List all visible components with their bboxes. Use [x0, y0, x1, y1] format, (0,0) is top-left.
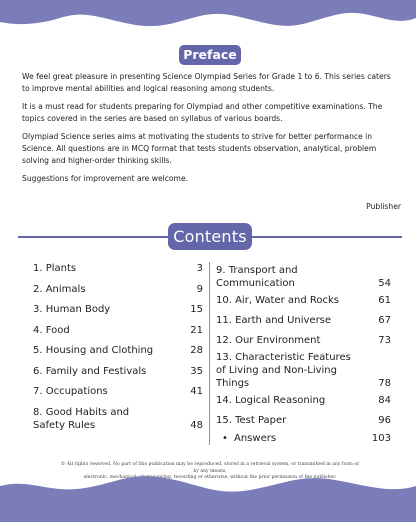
toc-entry-page: 9 [196, 283, 203, 295]
bottom-wave-decoration [0, 464, 416, 522]
toc-entry-page: 78 [378, 378, 391, 389]
toc-entry-title: 5. Housing and Clothing [33, 345, 154, 356]
preface-paragraph: Olympiad Science series aims at motivating the students to strive for better performance in Science. All questions are in MCQ format that tests students observation, analytical, problem solving and higher-order thinking skills. [22, 132, 377, 165]
preface-body [22, 71, 400, 191]
toc-entry-title: 7. Occupations [33, 386, 108, 397]
preface-paragraph: We feel great pleasure in presenting Science Olympiad Series for Grade 1 to 6. This series caters to improve mental abilities and logical reasoning among students. [22, 72, 391, 93]
toc-entry-page: 28 [190, 345, 203, 356]
toc-entry-page: 48 [190, 419, 203, 431]
toc-entry-title: 4. Food [33, 324, 70, 336]
contents-rule-right [252, 236, 402, 238]
toc-entry-title: 9. Transport and Communication [216, 265, 298, 289]
toc-entry-title: 6. Family and Festivals [33, 365, 147, 377]
toc-entry[interactable] [33, 406, 203, 432]
copyright-line: © All rights reserved. No part of this publication may be reproduced, stored in a retrieval system, or transmitted in any form or by any means, [60, 462, 360, 474]
top-wave-decoration [0, 0, 416, 40]
toc-entry-page: 67 [378, 315, 391, 326]
toc-entry[interactable] [216, 264, 391, 290]
toc-entry[interactable] [33, 324, 203, 337]
toc-entry-page: 73 [378, 335, 391, 346]
toc-entry[interactable] [33, 262, 203, 275]
publisher-signature: Publisher [366, 202, 401, 211]
toc-entry-page: 103 [371, 433, 391, 444]
toc-entry[interactable] [216, 351, 391, 390]
contents-heading: Contents [168, 223, 252, 250]
toc-entry[interactable] [216, 334, 391, 347]
toc-entry[interactable] [33, 283, 203, 296]
toc-entry-page: 96 [378, 415, 391, 426]
toc-entry-page: 41 [190, 386, 203, 397]
contents-rule-left [18, 236, 168, 238]
toc-entry-title: 1. Plants [33, 263, 77, 274]
toc-entry-title [216, 432, 276, 445]
bullet-icon: • [222, 433, 228, 444]
toc-entry-title: 10. Air, Water and Rocks [216, 295, 340, 306]
preface-paragraph: Suggestions for improvement are welcome. [22, 174, 189, 183]
copyright-line: electronic, mechanical, photocopying, recording or otherwise, without the prior permission of the publisher. [83, 475, 337, 480]
toc-entry[interactable] [216, 294, 391, 307]
toc-entry-page: 54 [378, 278, 391, 289]
toc-entry-title: 11. Earth and Universe [216, 315, 332, 326]
toc-entry-title: 12. Our Environment [216, 335, 321, 346]
toc-entry-title: 13. Characteristic Features of Living and Non-Living Things [216, 352, 351, 389]
toc-entry-page: 21 [190, 324, 203, 336]
preface-heading: Preface [179, 45, 241, 65]
toc-entry[interactable] [216, 394, 391, 407]
toc-entry[interactable] [33, 365, 203, 378]
toc-entry[interactable] [216, 432, 391, 445]
preface-paragraph: It is a must read for students preparing for Olympiad and other competitive examinations. The topics covered in the series are based on syllabus of various boards. [22, 102, 383, 123]
toc-entry[interactable] [33, 385, 203, 398]
toc-entry-page: 15 [190, 304, 203, 315]
toc-entry-title: 14. Logical Reasoning [216, 395, 326, 406]
toc-entry[interactable] [33, 344, 203, 357]
toc-entry-title: 2. Animals [33, 283, 86, 295]
toc-entry-title: 15. Test Paper [216, 415, 287, 426]
toc-entry[interactable] [216, 414, 391, 427]
toc-entry-title: 8. Good Habits and Safety Rules [33, 406, 130, 431]
toc-entry-title: 3. Human Body [33, 304, 111, 315]
toc-entry[interactable] [216, 314, 391, 327]
toc-entry[interactable] [33, 303, 203, 316]
toc-entry-page: 3 [196, 263, 203, 274]
toc-entry-page: 35 [190, 365, 203, 377]
toc-entry-page: 61 [378, 295, 391, 306]
toc-entry-answers: Answers [234, 433, 277, 444]
toc-entry-page: 84 [378, 395, 391, 406]
contents-column-divider [209, 262, 210, 445]
